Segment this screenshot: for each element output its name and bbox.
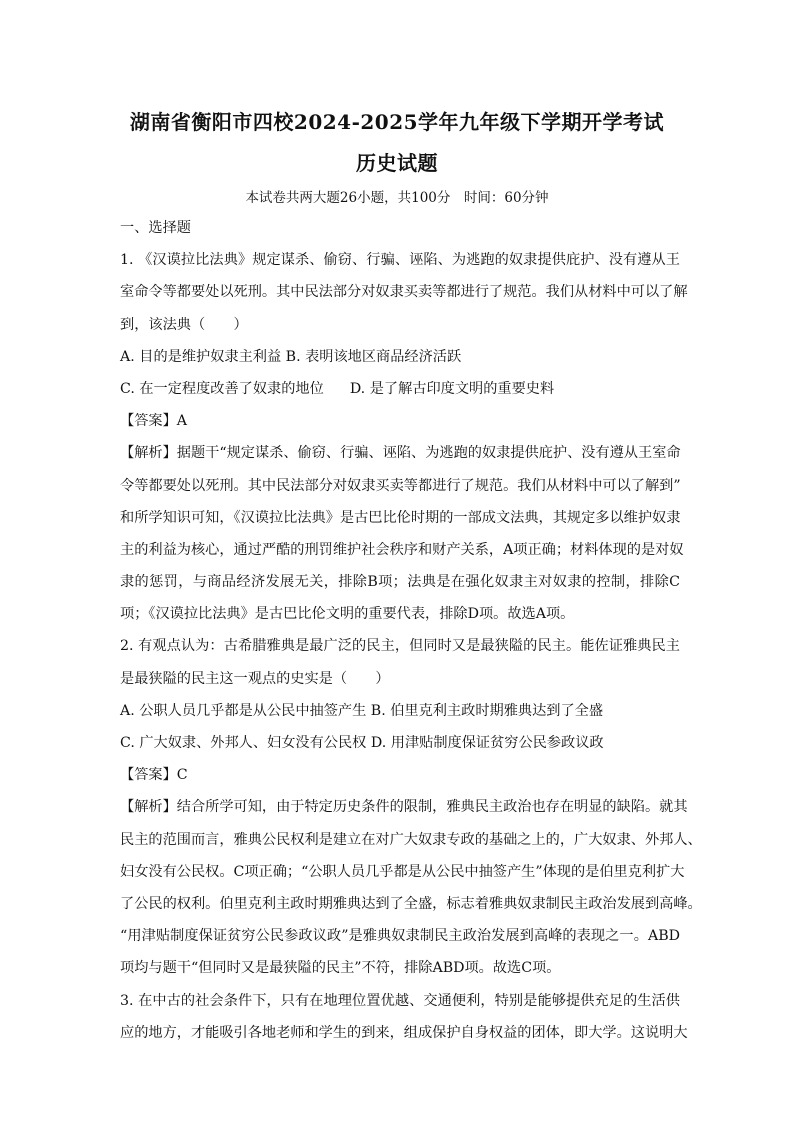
exam-info: 本试卷共两大题26小题，共100分 时间：60分钟 [245,190,549,206]
q2-analysis-line [120,797,688,829]
q1-option-b: B. 表明该地区商品经济活跃 [285,348,462,365]
analysis-text: 结合所学可知，由于特定历史条件的限制，雅典民主政治也存在明显的缺陷。就其 [176,799,688,816]
analysis-label: 【解析】 [120,799,177,816]
answer-value: A [176,413,188,430]
q1-option-c: C. 在一定程度改善了奴隶的地位 [120,380,324,397]
answer-label: 【答案】 [120,413,177,430]
section-heading: 一、选择题 [120,220,191,236]
q2-analysis-line: 了公民的权利。伯里克利主政时期雅典达到了全盛，标志着雅典奴隶制民主政治发展到高峰。 [120,895,702,912]
q1-stem-line: 到，该法典（ ） [120,316,248,333]
q1-stem-line: 室命令等都要处以死刑。其中民法部分对奴隶买卖等都进行了规范。我们从材料中可以了解 [120,284,688,301]
q1-analysis-line: 令等都要处以死刑。其中民法部分对奴隶买卖等都进行了规范。我们从材料中可以了解到” [120,477,681,494]
q3-stem-line: 3. 在中古的社会条件下，只有在地理位置优越、交通便利，特别是能够提供充足的生活供 [120,992,680,1009]
q1-option-a: A. 目的是维护奴隶主利益 [120,348,282,365]
q1-options-cd [120,379,680,411]
q2-answer [120,765,680,797]
q1-option-d: D. 是了解古印度文明的重要史料 [349,380,555,397]
q1-analysis-line: 项；《汉谟拉比法典》是古巴比伦文明的重要代表，排除D项。故选A项。 [120,606,575,623]
q1-analysis-line: 隶的惩罚，与商品经济发展无关，排除B项；法典是在强化奴隶主对奴隶的控制，排除C [120,574,680,591]
q2-options-cd [120,733,680,765]
q2-stem-line: 是最狭隘的民主这一观点的史实是（ ） [120,670,390,687]
q2-option-c: C. 广大奴隶、外邦人、妇女没有公民权 [120,735,367,751]
q1-answer [120,411,680,443]
answer-value: C [176,767,188,784]
answer-label: 【答案】 [120,767,177,784]
q3-stem-line: 应的地方，才能吸引各地老师和学生的到来，组成保护自身权益的团体，即大学。这说明大 [120,1024,688,1041]
q2-option-b: B. 伯里克利主政时期雅典达到了全盛 [370,702,604,719]
q2-analysis-line: 民主的范围而言，雅典公民权利是建立在对广大奴隶专政的基础之上的，广大奴隶、外邦人、 [120,831,702,848]
q2-option-d: D. 用津贴制度保证贫穷公民参政议政 [370,735,604,751]
q1-stem-line: 1. 《汉谟拉比法典》规定谋杀、偷窃、行骗、诬陷、为逃跑的奴隶提供庇护、没有遵从王 [120,252,680,269]
document-title: 湖南省衡阳市四校2024-2025学年九年级下学期开学考试 [129,110,665,134]
analysis-text: 据题干“规定谋杀、偷窃、行骗、诬陷、为逃跑的奴隶提供庇护、没有遵从王室命 [176,445,681,462]
q1-options-ab [120,347,680,379]
q2-stem-line: 2. 有观点认为：古希腊雅典是最广泛的民主，但同时又是最狭隘的民主。能佐证雅典民主 [120,638,680,655]
q1-analysis-line: 和所学知识可知，《汉谟拉比法典》是古巴比伦时期的一部成文法典，其规定多以维护奴隶 [120,509,681,526]
q1-analysis-line: 主的利益为核心，通过严酷的刑罚维护社会秩序和财产关系，A项正确；材料体现的是对奴 [120,541,684,558]
q2-analysis-line: “用津贴制度保证贫穷公民参政议政”是雅典奴隶制民主政治发展到高峰的表现之一。ABD [120,928,680,945]
q2-analysis-line: 妇女没有公民权。C项正确；“公职人员几乎都是从公民中抽签产生”体现的是伯里克利扩大 [120,863,685,880]
q2-analysis-line: 项均与题干“但同时又是最狭隘的民主”不符，排除ABD项。故选C项。 [120,960,561,977]
q1-analysis-line [120,443,680,475]
document-subtitle: 历史试题 [356,151,438,175]
analysis-label: 【解析】 [120,445,177,462]
document-body [120,218,702,1055]
q2-options-ab [120,701,680,733]
q2-option-a: A. 公职人员几乎都是从公民中抽签产生 [120,702,367,719]
